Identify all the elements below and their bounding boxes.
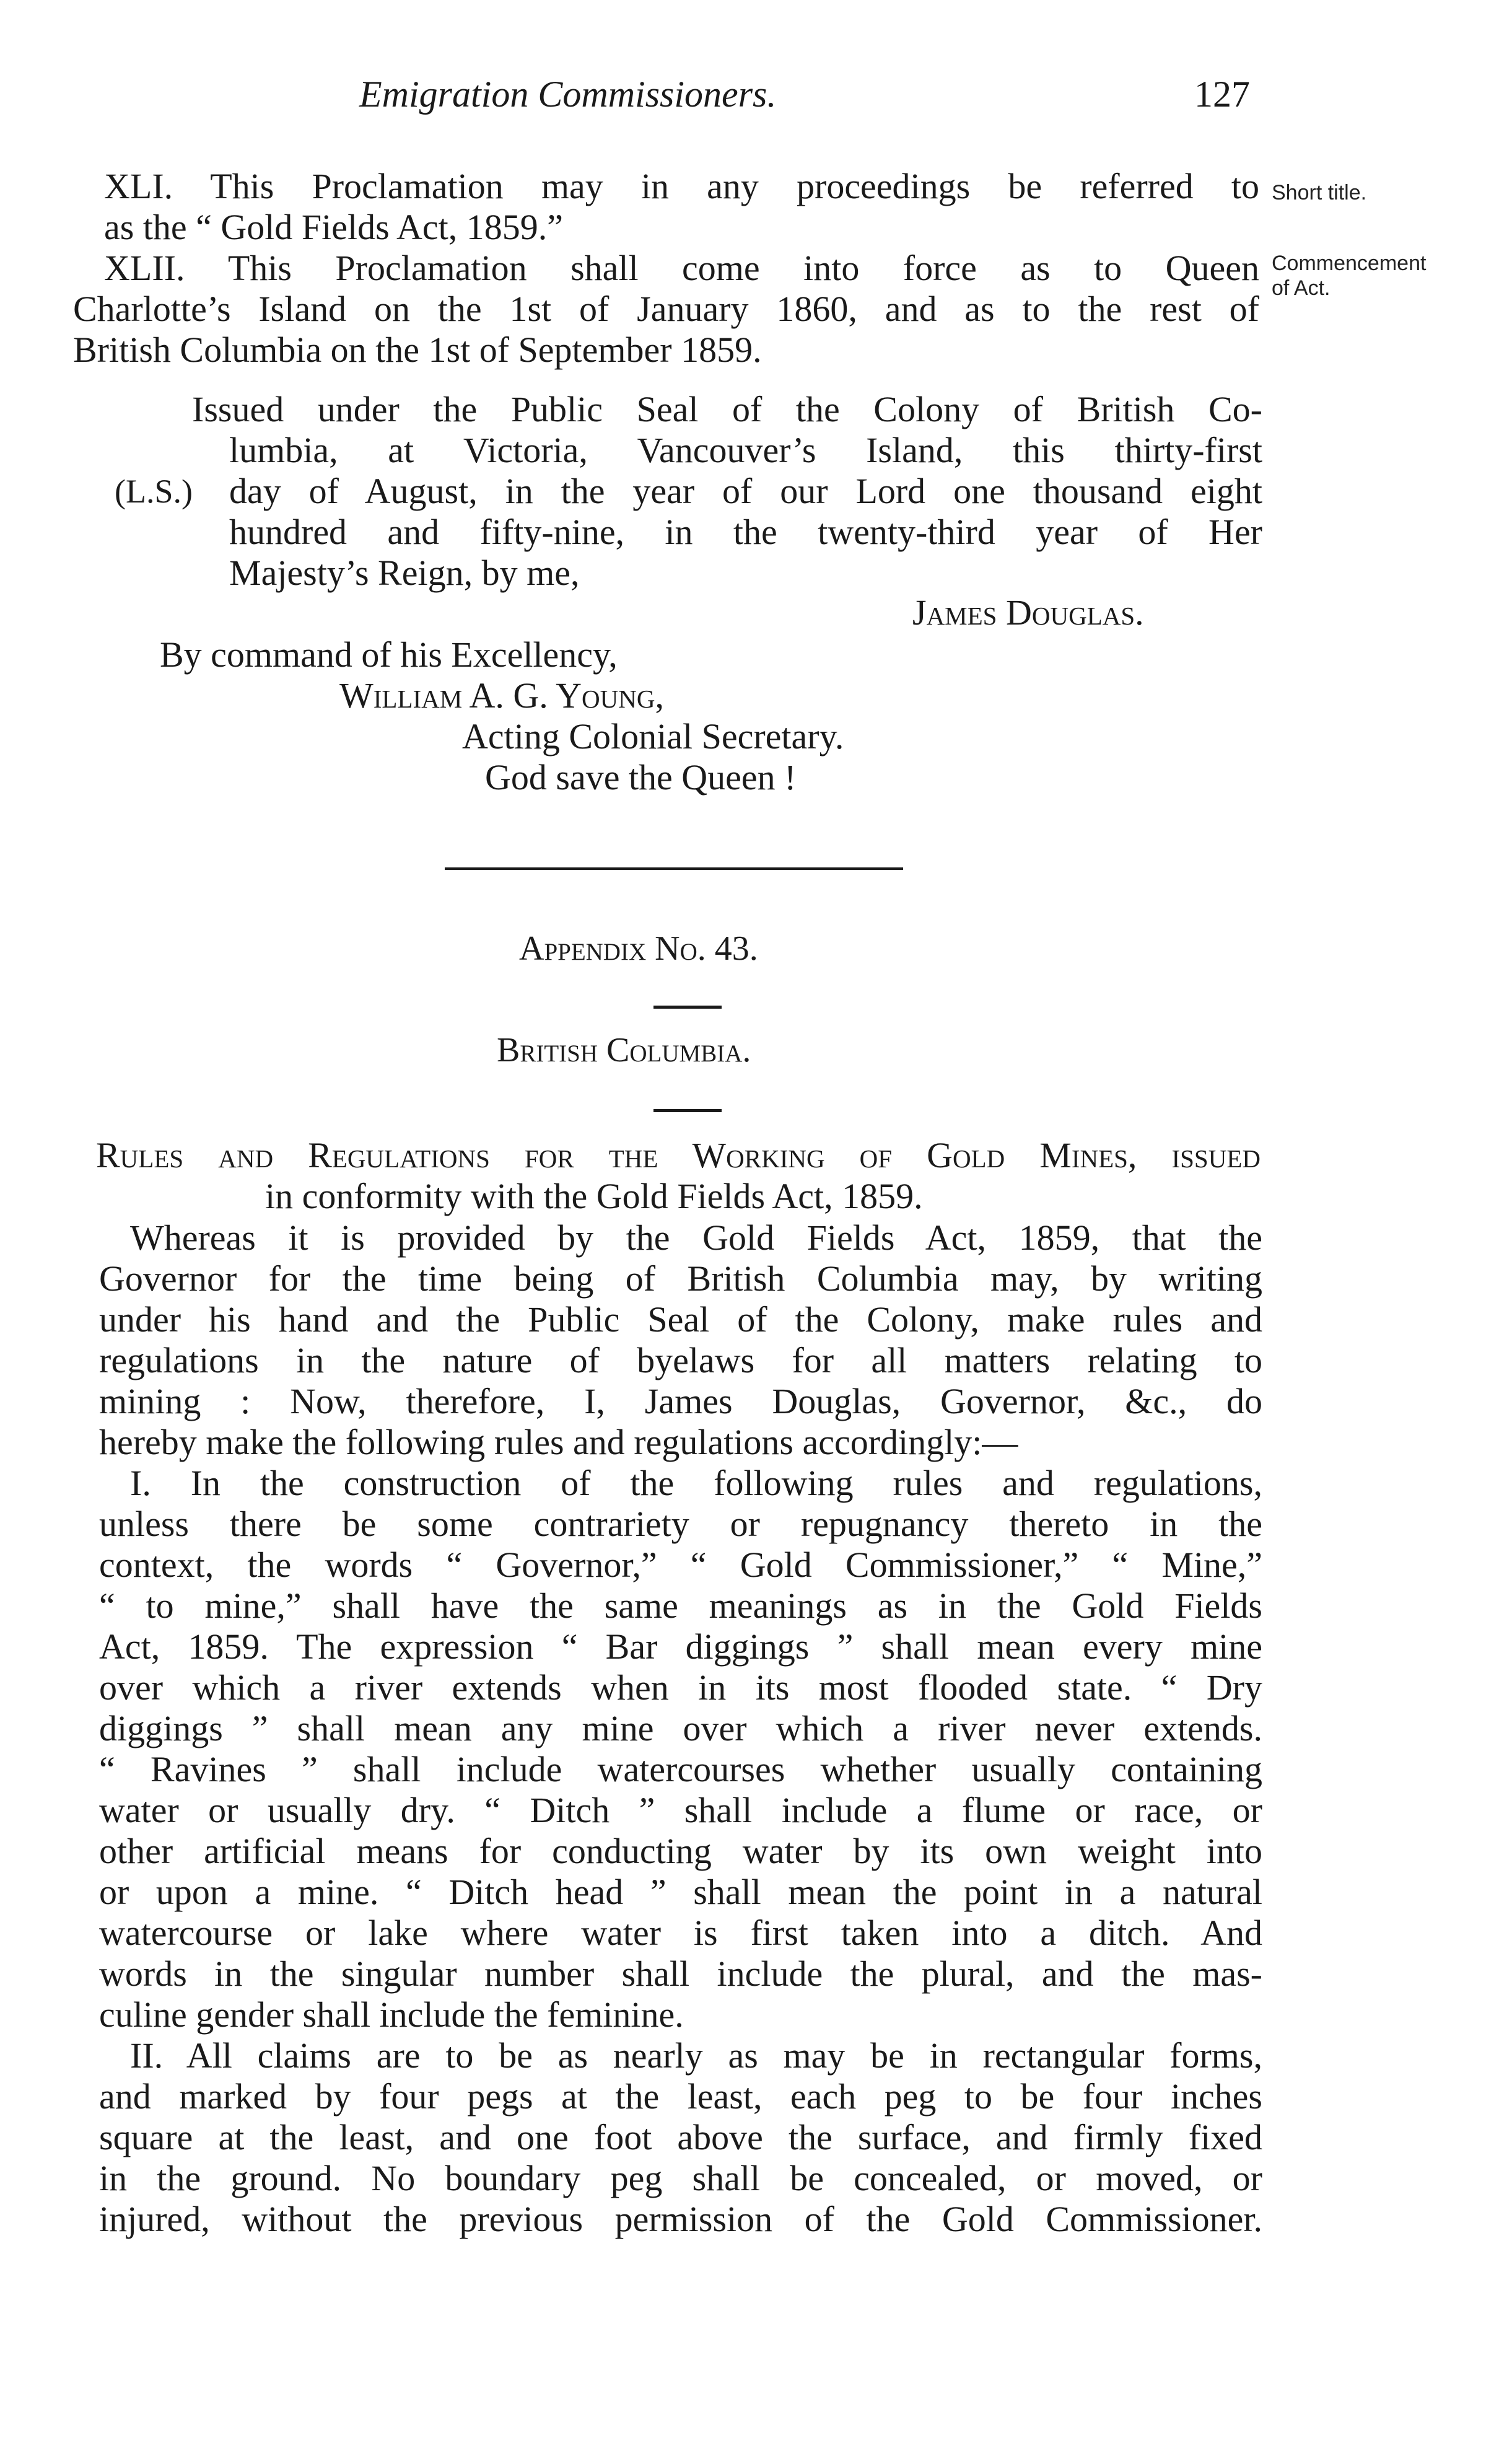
- rule-ii-line: in the ground. No boundary peg shall be concealed, or moved, or: [99, 2158, 1262, 2198]
- seal-mark: (L.S.): [115, 473, 193, 510]
- rule-ii-line: injured, without the previous permission of the Gold Commissioner.: [99, 2199, 1262, 2239]
- rule-i-line: Act, 1859. The expression “ Bar diggings ” shall mean every mine: [99, 1626, 1262, 1667]
- rule-i-line: words in the singular number shall include the plural, and the mas-: [99, 1954, 1262, 1994]
- rule-i-paragraph: [99, 1463, 1262, 2035]
- rule-i-line: I. In the construction of the following rules and regulations,: [130, 1463, 1262, 1503]
- margin-note-short-title: Short title.: [1272, 181, 1367, 204]
- short-rule-1: [653, 1006, 722, 1009]
- closing-line: God save the Queen !: [485, 757, 797, 797]
- sealing-line-2: lumbia, at Victoria, Vancouver’s Island, this thirty-first: [229, 430, 1262, 470]
- rule-i-line: other artificial means for conducting water by its own weight into: [99, 1831, 1262, 1871]
- preamble-line: Governor for the time being of British Columbia may, by writing: [99, 1258, 1262, 1299]
- preamble-line: regulations in the nature of byelaws for all matters relating to: [99, 1340, 1262, 1380]
- rules-title: [96, 1135, 1261, 1176]
- section-xli: [104, 166, 1259, 248]
- rule-ii-paragraph: [99, 2035, 1262, 2240]
- rules-title-line-2: in conformity with the Gold Fields Act, 1859.: [265, 1176, 923, 1216]
- secretary-title: Acting Colonial Secretary.: [462, 716, 844, 757]
- preamble-line: Whereas it is provided by the Gold Fields Act, 1859, that the: [130, 1217, 1262, 1258]
- rules-title-line-1: Rules and Regulations for the Working of Gold Mines, issued: [96, 1135, 1261, 1175]
- section-xlii-line-1: XLII. This Proclamation shall come into force as to Queen: [104, 248, 1259, 288]
- rule-i-line: culine gender shall include the feminine.: [99, 1994, 684, 2035]
- sealing-line-5: Majesty’s Reign, by me,: [229, 553, 580, 593]
- preamble-line: mining : Now, therefore, I, James Douglas, Governor, &c., do: [99, 1381, 1262, 1421]
- margin-note-of-act: of Act.: [1272, 276, 1331, 300]
- section-xlii-line-2: Charlotte’s Island on the 1st of January 1860, and as to the rest of: [73, 289, 1259, 329]
- preamble-paragraph: [99, 1217, 1262, 1463]
- running-title: Emigration Commissioners.: [359, 74, 777, 115]
- rule-i-line: unless there be some contrariety or repugnancy thereto in the: [99, 1504, 1262, 1544]
- rule-i-line: watercourse or lake where water is first taken into a ditch. And: [99, 1913, 1262, 1953]
- appendix-heading: Appendix No. 43.: [519, 929, 758, 968]
- preamble-line: hereby make the following rules and regulations accordingly:—: [99, 1422, 1018, 1462]
- appendix-subheading: British Columbia.: [497, 1031, 751, 1069]
- rule-ii-line: II. All claims are to be as nearly as may be in rectangular forms,: [130, 2035, 1262, 2076]
- sealing-clause-indented: [229, 430, 1262, 594]
- sealing-line-3: day of August, in the year of our Lord one thousand eight: [229, 471, 1262, 511]
- rule-ii-line: and marked by four pegs at the least, each peg to be four inches: [99, 2076, 1262, 2117]
- section-xlii-line-3: British Columbia on the 1st of September 1859.: [73, 330, 762, 370]
- rule-i-line: diggings ” shall mean any mine over which a river never extends.: [99, 1708, 1262, 1748]
- rule-i-line: or upon a mine. “ Ditch head ” shall mean the point in a natural: [99, 1872, 1262, 1912]
- section-xli-line-2: as the “ Gold Fields Act, 1859.”: [104, 207, 564, 247]
- sealing-line-1: Issued under the Public Seal of the Colony of British Co-: [192, 389, 1262, 429]
- short-rule-2: [653, 1109, 722, 1112]
- signatory-name: James Douglas.: [912, 592, 1144, 633]
- preamble-line: under his hand and the Public Seal of the Colony, make rules and: [99, 1299, 1262, 1340]
- page-number: 127: [1194, 74, 1250, 115]
- sealing-line-4: hundred and fifty-nine, in the twenty-third year of Her: [229, 512, 1262, 552]
- rule-i-line: “ to mine,” shall have the same meanings as in the Gold Fields: [99, 1586, 1262, 1626]
- rule-i-line: context, the words “ Governor,” “ Gold Commissioner,” “ Mine,”: [99, 1545, 1262, 1585]
- rule-i-line: water or usually dry. “ Ditch ” shall include a flume or race, or: [99, 1790, 1262, 1830]
- rule-ii-line: square at the least, and one foot above the surface, and firmly fixed: [99, 2117, 1262, 2157]
- secretary-name: William A. G. Young,: [339, 675, 664, 716]
- section-xli-line-1: XLI. This Proclamation may in any proceedings be referred to: [104, 166, 1259, 206]
- sealing-clause: [192, 389, 1262, 430]
- rule-i-line: over which a river extends when in its most flooded state. “ Dry: [99, 1667, 1262, 1708]
- margin-note-commencement: Commencement: [1272, 252, 1427, 275]
- rule-i-line: “ Ravines ” shall include watercourses whether usually containing: [99, 1749, 1262, 1789]
- section-separator: [445, 867, 903, 870]
- section-xlii: [73, 248, 1259, 371]
- countersign-line: By command of his Excellency,: [160, 634, 618, 675]
